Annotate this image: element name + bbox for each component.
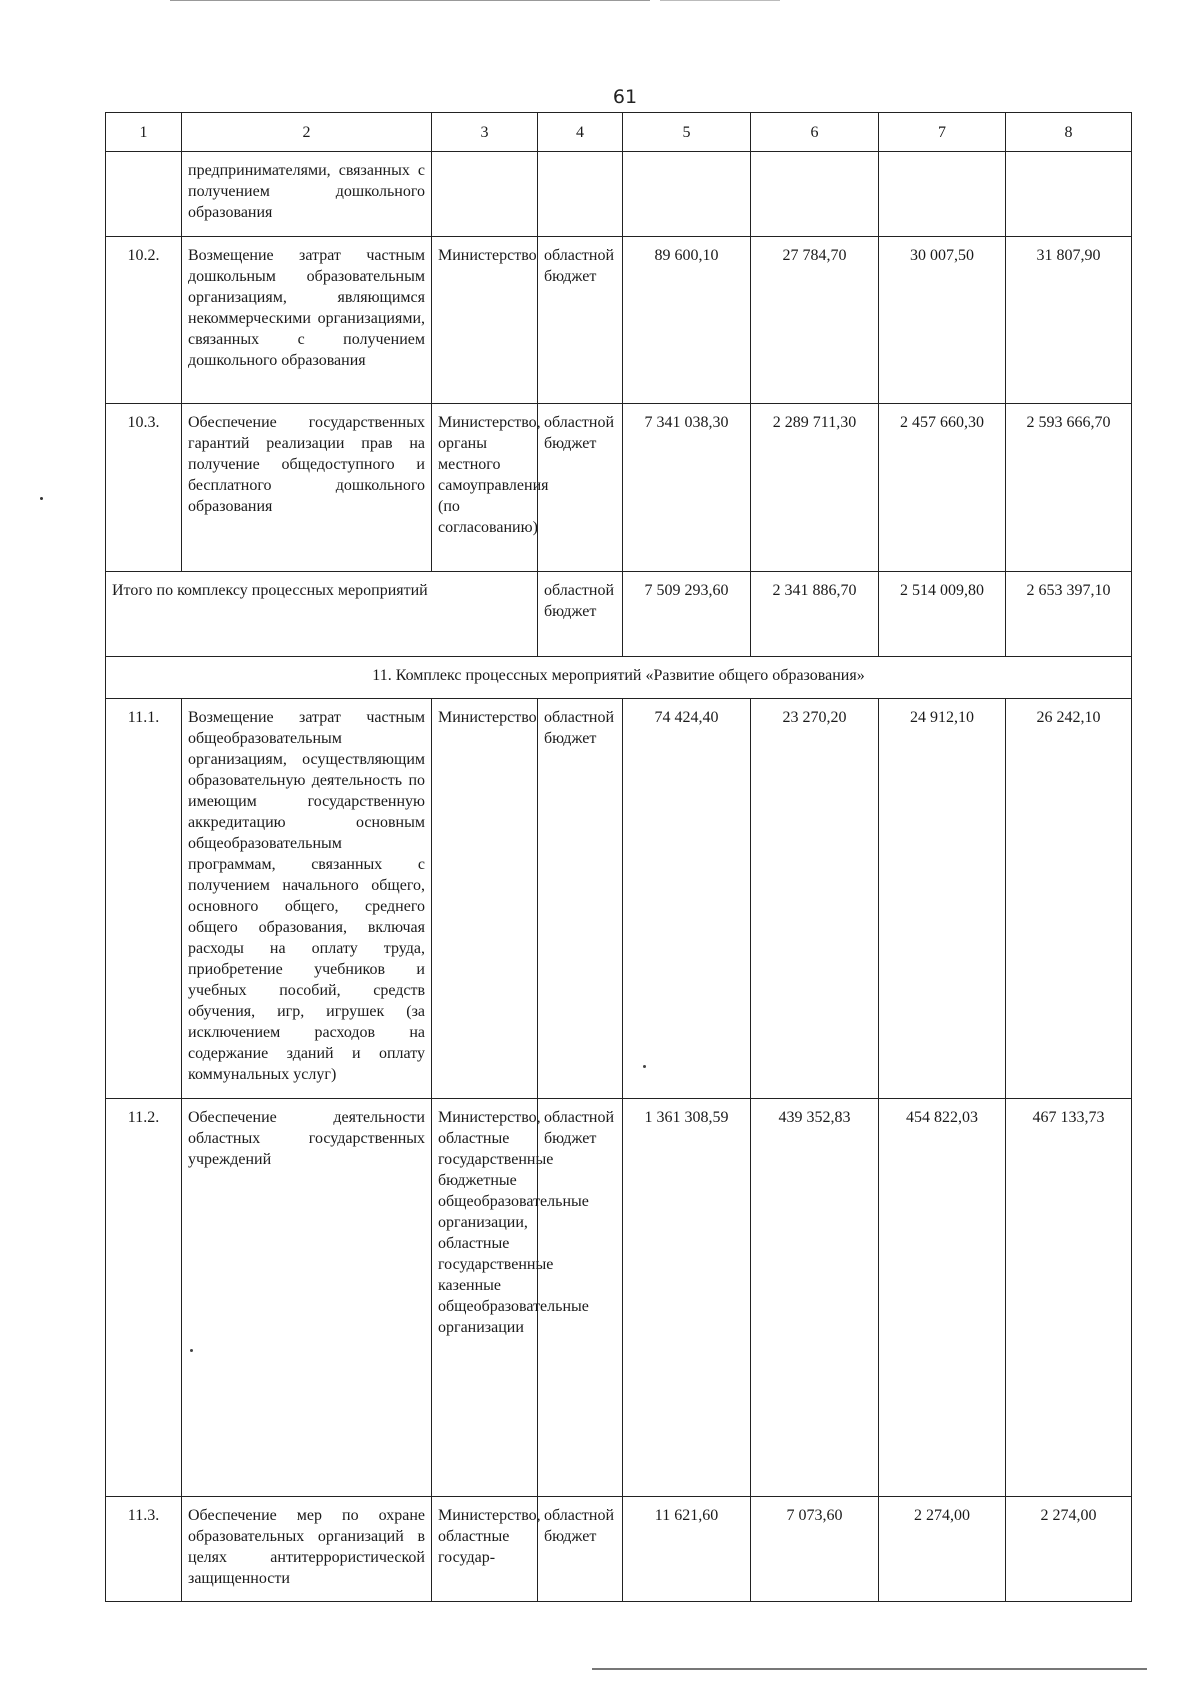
executor: Министерство (432, 237, 538, 404)
row-number: 11.1. (106, 699, 182, 1099)
total-amount: 89 600,10 (623, 237, 751, 404)
measure-name: предпринимателями, связанных с получением дошкольного образования (182, 152, 432, 237)
funding-source: областной бюджет (538, 572, 623, 657)
year1-amount (751, 152, 879, 237)
header-row (106, 113, 1132, 152)
total-amount: 74 424,40 (654, 709, 719, 726)
year3-amount: 31 807,90 (1006, 237, 1132, 404)
funding-source (538, 152, 623, 237)
measure-name-cell (182, 1099, 432, 1497)
year3-amount: 2 653 397,10 (1006, 572, 1132, 657)
executor: Министерство, областные государственные бюджетные общеобразовательные организации, областные государственные казенные общеобразовательные организации (432, 1099, 538, 1497)
total-row (106, 572, 1132, 657)
measure-name: Обеспечение деятельности областных государственных учреждений (188, 1109, 425, 1168)
total-amount-cell (623, 699, 751, 1099)
year2-amount: 2 457 660,30 (879, 404, 1006, 572)
header-cell: 5 (623, 113, 751, 152)
year2-amount: 454 822,03 (879, 1099, 1006, 1497)
header-cell: 6 (751, 113, 879, 152)
year3-amount: 2 274,00 (1006, 1497, 1132, 1602)
header-cell: 2 (182, 113, 432, 152)
total-amount: 1 361 308,59 (623, 1099, 751, 1497)
funding-source: областной бюджет (538, 237, 623, 404)
year3-amount: 2 593 666,70 (1006, 404, 1132, 572)
table-row (106, 699, 1132, 1099)
header-cell: 8 (1006, 113, 1132, 152)
row-number: 11.3. (106, 1497, 182, 1602)
executor: Министерство, органы местного самоуправления (по согласованию) (432, 404, 538, 572)
scan-top-rule (170, 0, 650, 1)
year1-amount: 27 784,70 (751, 237, 879, 404)
total-amount: 7 509 293,60 (623, 572, 751, 657)
row-number (106, 152, 182, 237)
header-cell: 3 (432, 113, 538, 152)
row-number: 10.2. (106, 237, 182, 404)
measure-name: Обеспечение мер по охране образовательных организаций в целях антитеррористической защищенности (182, 1497, 432, 1602)
page-number: 61 (612, 86, 638, 108)
header-cell: 4 (538, 113, 623, 152)
measure-name: Возмещение затрат частным общеобразовательным организациям, осуществляющим образовательную деятельность по имеющим государственную аккредитацию основным общеобразовательным программам, связанных с получением начального общего, основного общего, среднего общего образования, включая расходы на оплату труда, приобретение учебников и учебных пособий, средств обучения, игр, игрушек (за исключением расходов на содержание зданий и оплату коммунальных услуг) (182, 699, 432, 1099)
funding-source: областной бюджет (538, 699, 623, 1099)
scan-artifact-dot (190, 1349, 193, 1352)
year1-amount: 7 073,60 (751, 1497, 879, 1602)
total-amount: 11 621,60 (623, 1497, 751, 1602)
section-title: 11. Комплекс процессных мероприятий «Развитие общего образования» (106, 657, 1132, 699)
funding-source: областной бюджет (538, 1099, 623, 1497)
measure-name: Обеспечение государственных гарантий реализации прав на получение общедоступного и бесплатного дошкольного образования (182, 404, 432, 572)
year2-amount (879, 152, 1006, 237)
executor: Министерство (432, 699, 538, 1099)
header-cell: 1 (106, 113, 182, 152)
year2-amount: 2 274,00 (879, 1497, 1006, 1602)
year1-amount: 2 341 886,70 (751, 572, 879, 657)
total-label: Итого по комплексу процессных мероприятий (106, 572, 538, 657)
table-row (106, 1497, 1132, 1602)
year2-amount: 30 007,50 (879, 237, 1006, 404)
year1-amount: 439 352,83 (751, 1099, 879, 1497)
table-row (106, 152, 1132, 237)
measure-name: Возмещение затрат частным дошкольным образовательным организациям, являющимся некоммерческими организациями, связанных с получением дошкольного образования (182, 237, 432, 404)
row-number: 10.3. (106, 404, 182, 572)
year1-amount: 2 289 711,30 (751, 404, 879, 572)
year1-amount: 23 270,20 (751, 699, 879, 1099)
total-amount: 7 341 038,30 (623, 404, 751, 572)
year3-amount: 467 133,73 (1006, 1099, 1132, 1497)
scan-artifact-dot (643, 1065, 646, 1068)
executor (432, 152, 538, 237)
funding-source: областной бюджет (538, 404, 623, 572)
year3-amount: 26 242,10 (1006, 699, 1132, 1099)
funding-source: областной бюджет (538, 1497, 623, 1602)
table-row (106, 404, 1132, 572)
scan-top-rule (660, 0, 780, 1)
year2-amount: 2 514 009,80 (879, 572, 1006, 657)
executor: Министерство, областные государ- (432, 1497, 538, 1602)
row-number: 11.2. (106, 1099, 182, 1497)
table-row (106, 1099, 1132, 1497)
year3-amount (1006, 152, 1132, 237)
scan-bottom-rule (592, 1668, 1147, 1670)
year2-amount: 24 912,10 (879, 699, 1006, 1099)
scan-artifact-dot (40, 497, 43, 500)
program-measures-table (105, 112, 1132, 1602)
header-cell: 7 (879, 113, 1006, 152)
total-amount (623, 152, 751, 237)
table-row (106, 237, 1132, 404)
section-header-row (106, 657, 1132, 699)
